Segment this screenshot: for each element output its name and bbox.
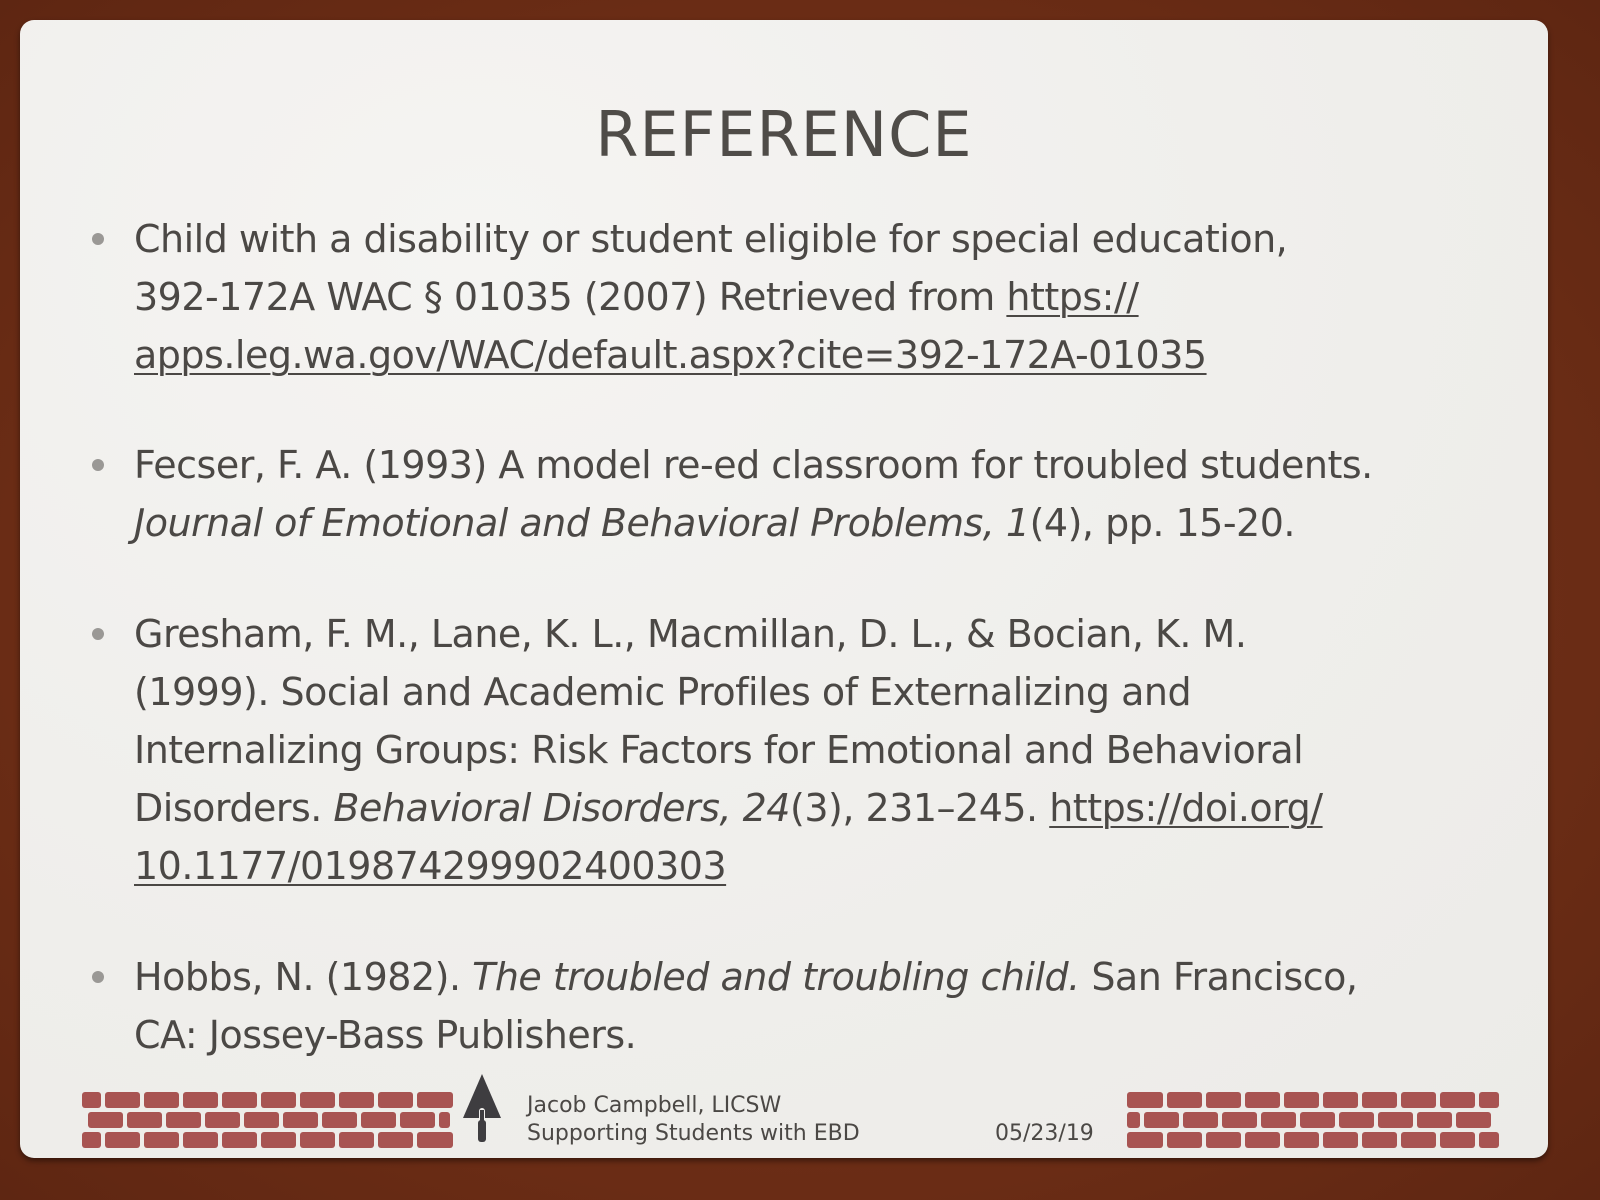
reference-item xyxy=(134,210,1514,384)
slide-title: REFERENCE xyxy=(595,98,973,171)
reference-text: Internalizing Groups: Risk Factors for Emotional and Behavioral xyxy=(134,728,1304,772)
reference-text: CA: Jossey-Bass Publishers. xyxy=(134,1013,637,1057)
slide xyxy=(20,20,1548,1158)
reference-link[interactable]: 10.1177/019874299902400303 xyxy=(134,844,727,888)
bullet-icon xyxy=(92,459,104,471)
reference-item xyxy=(134,605,1514,895)
journal-title: Journal of Emotional and Behavioral Problems, 1 xyxy=(134,501,1030,545)
reference-text: San Francisco, xyxy=(1079,955,1358,999)
reference-item xyxy=(134,948,1514,1064)
footer-date: 05/23/19 xyxy=(995,1121,1094,1146)
reference-text: (3), 231–245. xyxy=(790,786,1050,830)
reference-text: Gresham, F. M., Lane, K. L., Macmillan, D. L., & Bocian, K. M. xyxy=(134,612,1247,656)
reference-text: Child with a disability or student eligible for special education, xyxy=(134,217,1288,261)
reference-link[interactable]: https://doi.org/ xyxy=(1049,786,1323,830)
journal-title: Behavioral Disorders, 24 xyxy=(333,786,790,830)
bullet-icon xyxy=(92,233,104,245)
bullet-icon xyxy=(92,971,104,983)
reference-link[interactable]: apps.leg.wa.gov/WAC/default.aspx?cite=392-172A-01035 xyxy=(134,333,1207,377)
brick-wall-right-icon xyxy=(1127,1092,1489,1148)
trowel-icon xyxy=(461,1074,503,1146)
reference-text: Disorders. xyxy=(134,786,334,830)
reference-text: Hobbs, N. (1982). xyxy=(134,955,473,999)
reference-text: (4), pp. 15-20. xyxy=(1029,501,1295,545)
reference-link[interactable]: https:// xyxy=(1006,275,1139,319)
brick-wall-left-icon xyxy=(82,1092,444,1148)
bullet-icon xyxy=(92,628,104,640)
reference-text: Fecser, F. A. (1993) A model re-ed classroom for troubled students. xyxy=(134,443,1373,487)
footer-course: Supporting Students with EBD xyxy=(527,1121,860,1146)
reference-item xyxy=(134,436,1514,552)
reference-text: (1999). Social and Academic Profiles of Externalizing and xyxy=(134,670,1192,714)
reference-text: 392-172A WAC § 01035 (2007) Retrieved from xyxy=(134,275,1007,319)
footer-author: Jacob Campbell, LICSW xyxy=(527,1093,782,1118)
book-title: The troubled and troubling child. xyxy=(472,955,1080,999)
